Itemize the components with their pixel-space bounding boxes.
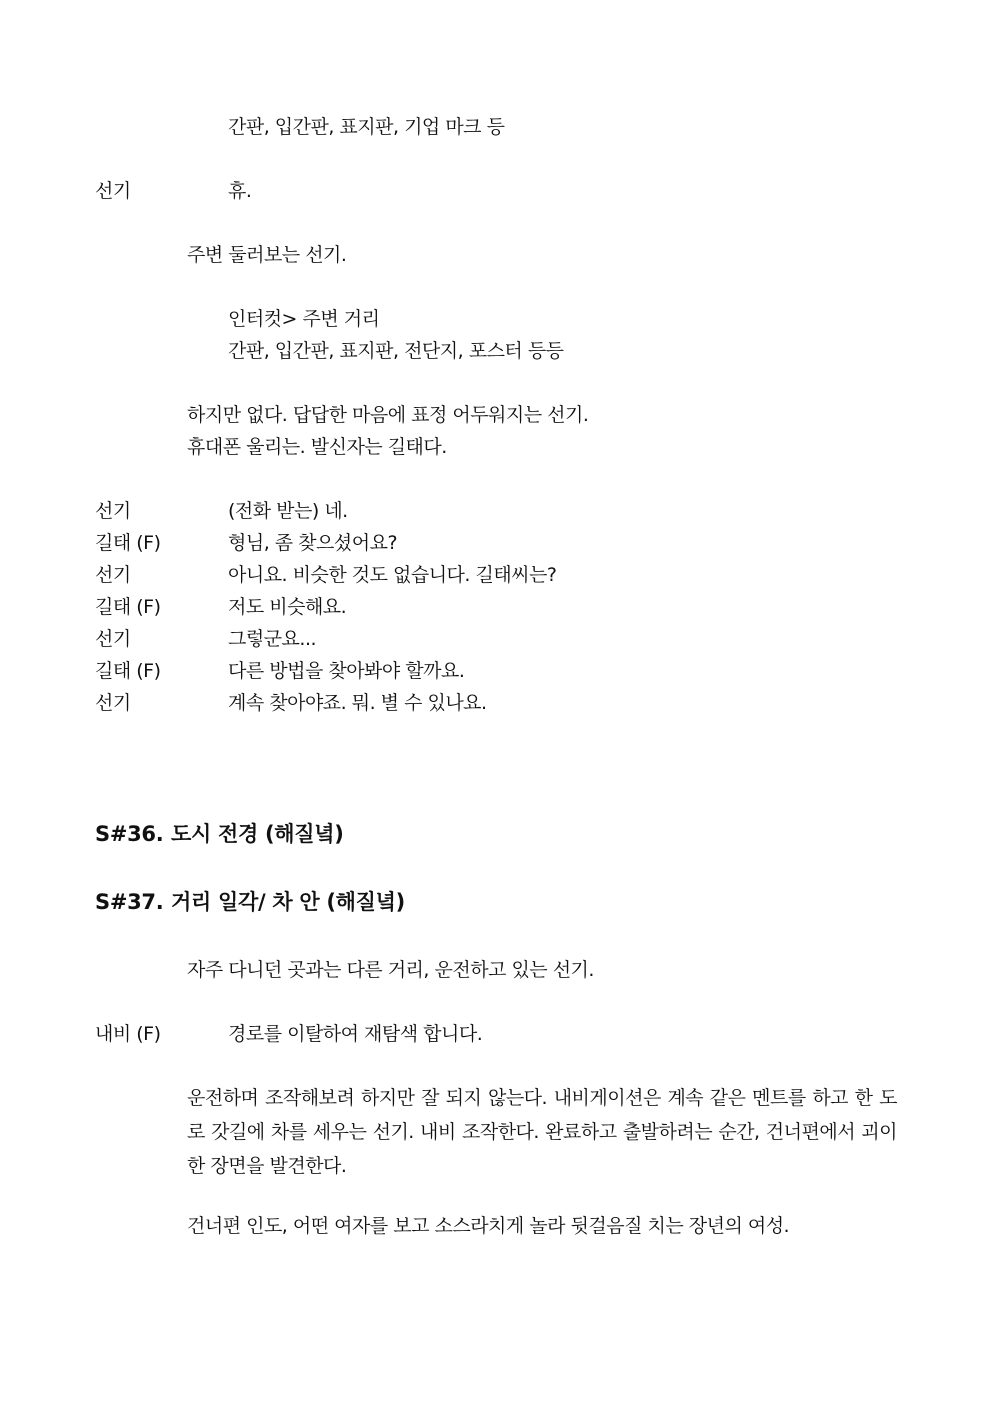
speaker-name: 선기	[95, 180, 131, 202]
dialogue-line: 다른 방법을 찾아봐야 할까요.	[228, 660, 465, 682]
action-paragraph: 운전하며 조작해보려 하지만 잘 되지 않는다. 내비게이션은 계속 같은 멘트를 하고 한 도로 갓길에 차를 세우는 선기. 내비 조작한다. 완료하고 출발하려는 순간, 건너편에서 괴이한 장면을 발견한다.	[187, 1087, 897, 1177]
action-line: 자주 다니던 곳과는 다른 거리, 운전하고 있는 선기.	[187, 959, 594, 981]
action-line: 건너편 인도, 어떤 여자를 보고 소스라치게 놀라 뒷걸음질 치는 장년의 여성.	[187, 1215, 790, 1237]
dialogue-line: 휴.	[228, 180, 252, 202]
dialogue-line: 계속 찾아야죠. 뭐. 별 수 있나요.	[228, 692, 487, 714]
insert-title: 인터컷> 주변 거리	[228, 308, 380, 330]
speaker-name: 길태 (F)	[95, 660, 161, 682]
dialogue-line: 아니요. 비슷한 것도 없습니다. 길태씨는?	[228, 564, 557, 586]
speaker-name: 선기	[95, 500, 131, 522]
dialogue-line: 그렇군요...	[228, 628, 317, 650]
speaker-name: 선기	[95, 564, 131, 586]
dialogue-line: 경로를 이탈하여 재탐색 합니다.	[228, 1023, 483, 1045]
dialogue-line: 저도 비슷해요.	[228, 596, 347, 618]
dialogue-line: 형님, 좀 찾으셨어요?	[228, 532, 398, 554]
speaker-name: 길태 (F)	[95, 532, 161, 554]
action-line: 하지만 없다. 답답한 마음에 표정 어두워지는 선기.	[187, 404, 589, 426]
scene-number: S#37.	[95, 890, 164, 914]
action-line: 주변 둘러보는 선기.	[187, 244, 347, 266]
dialogue-line: (전화 받는) 네.	[228, 500, 348, 522]
insert-line: 간판, 입간판, 표지판, 기업 마크 등	[228, 116, 505, 138]
scene-number: S#36.	[95, 822, 164, 846]
scene-heading	[95, 889, 405, 915]
speaker-name: 길태 (F)	[95, 596, 161, 618]
speaker-name: 선기	[95, 692, 131, 714]
scene-heading	[95, 821, 344, 847]
scene-title: 거리 일각/ 차 안 (해질녘)	[171, 890, 405, 914]
insert-items: 간판, 입간판, 표지판, 전단지, 포스터 등등	[228, 340, 564, 362]
speaker-name: 선기	[95, 628, 131, 650]
action-line: 휴대폰 울리는. 발신자는 길태다.	[187, 436, 447, 458]
speaker-name: 내비 (F)	[95, 1023, 161, 1045]
scene-title: 도시 전경 (해질녘)	[171, 822, 344, 846]
